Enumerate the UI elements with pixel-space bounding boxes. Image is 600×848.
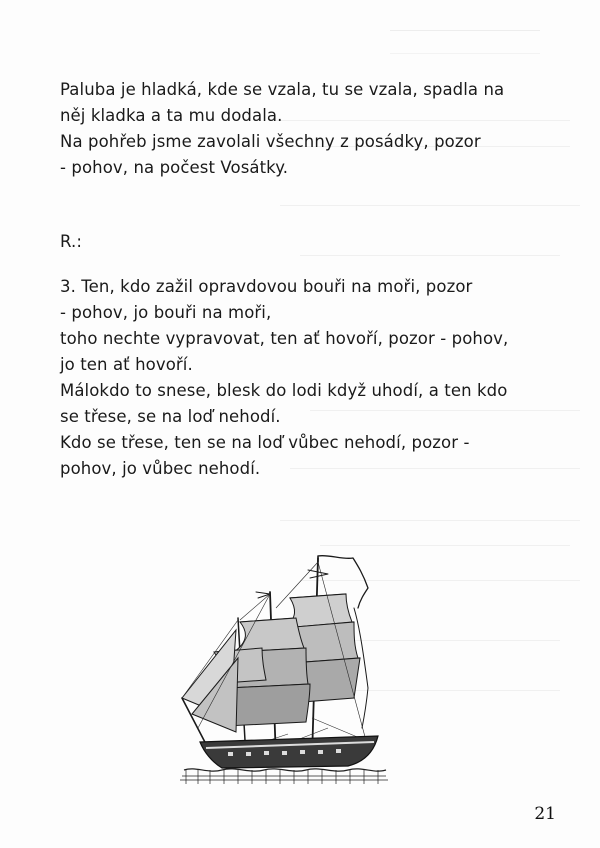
verse-line: toho nechte vypravovat, ten ať hovoří, pozor - pohov, <box>60 329 509 348</box>
refrain-marker <box>60 229 560 255</box>
verse-line: Kdo se třese, ten se na loď vůbec nehodí, pozor - <box>60 433 470 452</box>
verse-line: jo ten ať hovoří. <box>60 355 193 374</box>
verse-line: Málokdo to snese, blesk do lodi když uhodí, a ten kdo <box>60 381 508 400</box>
refrain-label: R.: <box>60 232 82 251</box>
verse-continuation <box>60 77 560 181</box>
page-number: 21 <box>534 804 556 824</box>
verse-3 <box>60 274 560 482</box>
verse-line: 3. Ten, kdo zažil opravdovou bouři na moři, pozor <box>60 277 473 296</box>
verse-line: pohov, jo vůbec nehodí. <box>60 459 261 478</box>
sailing-ship-icon <box>178 548 390 788</box>
verse-line: - pohov, jo bouři na moři, <box>60 303 272 322</box>
verse-line: něj kladka a ta mu dodala. <box>60 106 283 125</box>
verse-line: Paluba je hladká, kde se vzala, tu se vzala, spadla na <box>60 80 505 99</box>
verse-line: - pohov, na počest Vosátky. <box>60 158 289 177</box>
verse-line: se třese, se na loď nehodí. <box>60 407 281 426</box>
verse-line: Na pohřeb jsme zavolali všechny z posádky, pozor <box>60 132 481 151</box>
